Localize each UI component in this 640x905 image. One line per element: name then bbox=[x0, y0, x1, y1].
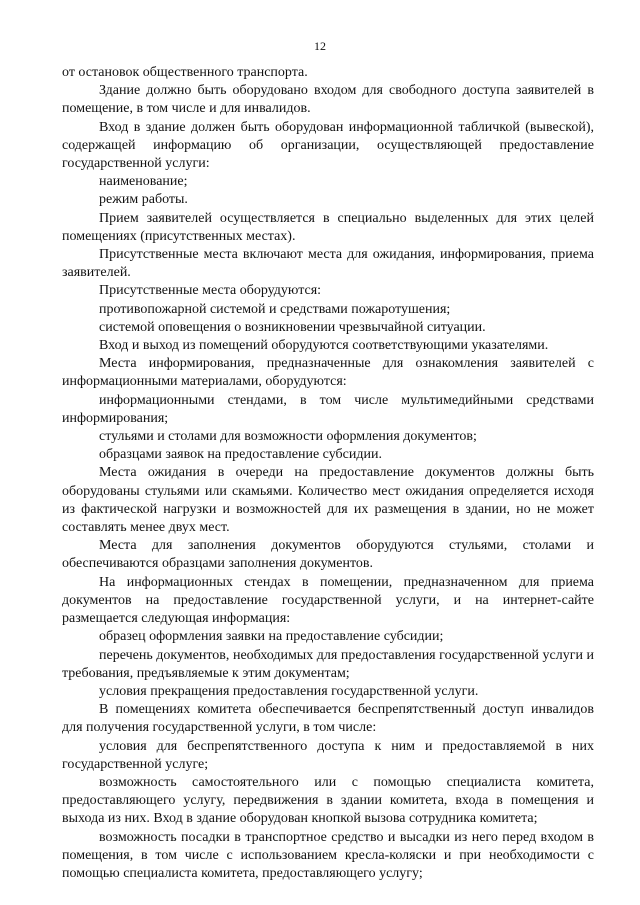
paragraph: Здание должно быть оборудовано входом для свободного доступа заявителей в помещение, в том числе и для инвалидов. bbox=[62, 83, 594, 117]
paragraph: режим работы. bbox=[99, 192, 188, 208]
paragraph: Прием заявителей осуществляется в специально выделенных для этих целей помещениях (присутственных местах). bbox=[62, 210, 594, 244]
paragraph: системой оповещения о возникновении чрезвычайной ситуации. bbox=[99, 319, 486, 335]
paragraph: Места для заполнения документов оборудуются стульями, столами и обеспечиваются образцами заполнения документов. bbox=[62, 538, 594, 572]
paragraph: противопожарной системой и средствами пожаротушения; bbox=[99, 301, 451, 317]
paragraph: Присутственные места оборудуются: bbox=[99, 283, 322, 299]
paragraph: от остановок общественного транспорта. bbox=[62, 65, 308, 80]
paragraph: Места ожидания в очереди на предоставление документов должны быть оборудованы стульями или скамьями. Количество мест ожидания определяется исходя из фактической нагрузки и возможностей для их размещения в здании, но не может составлять менее двух мест. bbox=[62, 465, 594, 536]
paragraph: образец оформления заявки на предоставление субсидии; bbox=[99, 629, 444, 645]
body-text bbox=[62, 64, 594, 883]
paragraph: возможность посадки в транспортное средство и высадки из него перед входом в помещения, в том числе с использованием кресла-коляски и при необходимости с помощью специалиста комитета, предоставляющего услугу; bbox=[62, 829, 594, 881]
paragraph: Места информирования, предназначенные для ознакомления заявителей с информационными материалами, оборудуются: bbox=[62, 356, 594, 390]
paragraph: Присутственные места включают места для ожидания, информирования, приема заявителей. bbox=[62, 247, 594, 281]
paragraph: На информационных стендах в помещении, предназначенном для приема документов на предоставление государственной услуги, и на интернет-сайте размещается следующая информация: bbox=[62, 574, 594, 627]
paragraph: образцами заявок на предоставление субсидии. bbox=[99, 447, 382, 463]
page-number: 12 bbox=[314, 39, 326, 53]
paragraph: Вход и выход из помещений оборудуются соответствующими указателями. bbox=[99, 338, 549, 354]
paragraph: условия прекращения предоставления государственной услуги. bbox=[99, 683, 479, 699]
paragraph: В помещениях комитета обеспечивается беспрепятственный доступ инвалидов для получения государственной услуги, в том числе: bbox=[62, 702, 594, 736]
paragraph: перечень документов, необходимых для предоставления государственной услуги и требования, предъявляемые к этим документам; bbox=[62, 647, 594, 681]
paragraph: возможность самостоятельного или с помощью специалиста комитета, предоставляющего услугу, передвижения в здании комитета, входа в помещения и выхода из них. Вход в здание оборудован кнопкой вызова сотрудника комитета; bbox=[62, 774, 594, 827]
paragraph: Вход в здание должен быть оборудован информационной табличкой (вывеской), содержащей информацию об организации, осуществляющей предоставление государственной услуги: bbox=[62, 119, 594, 172]
paragraph: стульями и столами для возможности оформления документов; bbox=[99, 429, 477, 445]
paragraph: наименование; bbox=[99, 174, 188, 190]
paragraph: условия для беспрепятственного доступа к ним и предоставляемой в них государственной услуге; bbox=[62, 738, 594, 772]
paragraph: информационными стендами, в том числе мультимедийными средствами информирования; bbox=[62, 392, 594, 426]
